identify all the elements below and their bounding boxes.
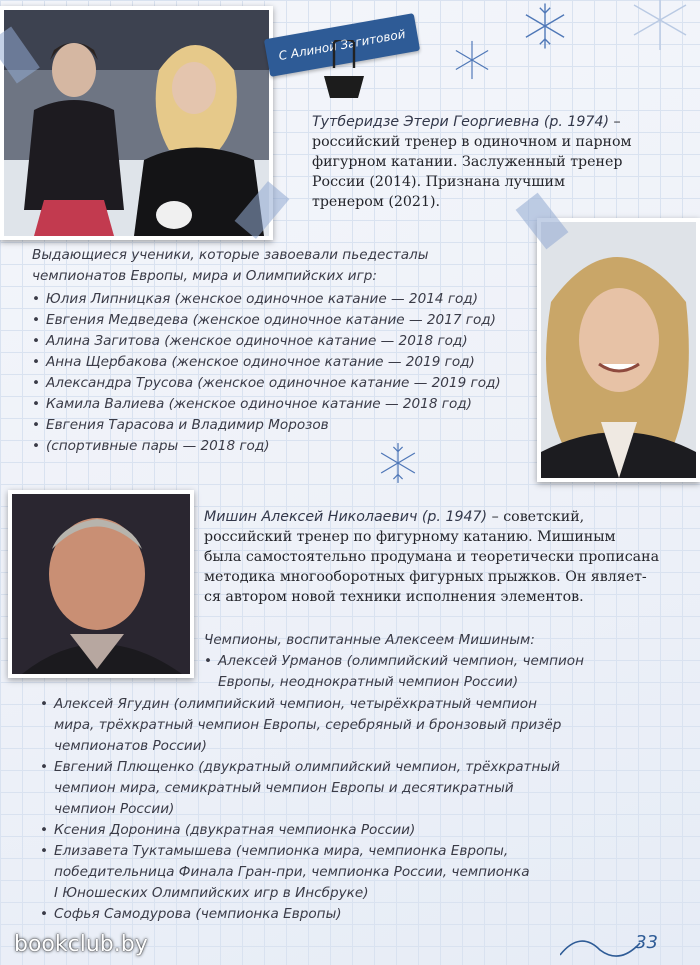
list-item-line: победительница Финала Гран-при, чемпионка России, чемпионка xyxy=(54,864,530,880)
mishin-bio-line: российский тренер по фигурному катанию. Мишиным xyxy=(204,529,616,545)
list-item-line: чемпионатов России) xyxy=(54,738,207,754)
page-number: 33 xyxy=(635,932,658,953)
mishin-bio-line: была самостоятельно продумана и теоретически прописана xyxy=(204,549,660,565)
list-item-line: I Юношеских Олимпийских игр в Инсбруке) xyxy=(54,885,369,901)
list-item: • Юлия Липницкая (женское одиночное катание — 2014 год) xyxy=(32,289,537,310)
list-item xyxy=(40,820,695,841)
list-item-line: • Алексей Урманов (олимпийский чемпион, чемпион xyxy=(218,653,585,669)
mishin-champions-heading: Чемпионы, воспитанные Алексеем Мишиным: xyxy=(204,632,535,648)
list-item xyxy=(40,757,695,820)
mishin-bio xyxy=(204,507,694,607)
list-item: • Александра Трусова (женское одиночное катание — 2019 год) xyxy=(32,373,537,394)
list-item xyxy=(40,694,695,757)
list-item-line: Европы, неоднократный чемпион России) xyxy=(218,674,519,690)
tutberidze-dash: – xyxy=(609,114,621,130)
mishin-champions-list xyxy=(204,651,694,693)
photo-zagitova-tutberidze xyxy=(0,6,273,240)
tutberidze-students-heading xyxy=(32,245,532,287)
list-item-line: • Елизавета Туктамышева (чемпионка мира, чемпионка Европы, xyxy=(54,843,509,859)
photo-image xyxy=(12,494,190,674)
list-item-line: • Ксения Доронина (двукратная чемпионка России) xyxy=(54,822,416,838)
photo-mishin xyxy=(8,490,194,678)
binder-clip-icon xyxy=(322,40,366,102)
wave-decoration xyxy=(560,925,700,965)
tutberidze-bio-line: тренером (2021). xyxy=(312,194,441,210)
list-item-line: мира, трёхкратный чемпион Европы, серебряный и бронзовый призёр xyxy=(54,717,562,733)
mishin-bio-line: ся автором новой техники исполнения элементов. xyxy=(204,589,584,605)
list-item: • Алина Загитова (женское одиночное катание — 2018 год) xyxy=(32,331,537,352)
mishin-bio-line: методика многооборотных фигурных прыжков. Он являет- xyxy=(204,569,647,585)
list-item-line: • Софья Самодурова (чемпионка Европы) xyxy=(54,906,342,922)
mishin-name: Мишин Алексей Николаевич (р. 1947) xyxy=(204,509,488,525)
list-item-line: • Алексей Ягудин (олимпийский чемпион, четырёхкратный чемпион xyxy=(54,696,538,712)
list-item: • Камила Валиева (женское одиночное катание — 2018 год) xyxy=(32,394,537,415)
photo-caption-text: С Алиной Загитовой xyxy=(277,26,407,64)
mishin-first-line-rest: – советский, xyxy=(487,509,585,525)
snowflake-icon xyxy=(450,38,494,82)
list-item: • Анна Щербакова (женское одиночное катание — 2019 год) xyxy=(32,352,537,373)
tutberidze-bio-line: фигурном катании. Заслуженный тренер xyxy=(312,154,623,170)
list-item: • Евгения Медведева (женское одиночное катание — 2017 год) xyxy=(32,310,537,331)
mishin-champions-list-continued xyxy=(40,694,695,925)
list-item-line: • Евгений Плющенко (двукратный олимпийский чемпион, трёхкратный xyxy=(54,759,560,775)
list-item-line: чемпион мира, семикратный чемпион Европы и десятикратный xyxy=(54,780,514,796)
list-item xyxy=(204,651,694,693)
list-item-line: чемпион России) xyxy=(54,801,175,817)
tutberidze-name: Тутберидзе Этери Георгиевна (р. 1974) xyxy=(312,114,610,130)
snowflake-icon xyxy=(515,0,575,52)
list-item xyxy=(40,841,695,904)
photo-image xyxy=(4,10,269,236)
watermark-logo: bookclub.by xyxy=(14,932,148,957)
tutberidze-students-list xyxy=(32,289,537,457)
list-item: • Евгения Тарасова и Владимир Морозов xyxy=(32,415,537,436)
snowflake-icon xyxy=(620,0,700,60)
photo-image xyxy=(541,222,696,478)
students-heading-line: Выдающиеся ученики, которые завоевали пьедесталы xyxy=(32,247,429,263)
list-item-continuation: • (спортивные пары — 2018 год) xyxy=(32,436,537,457)
photo-tutberidze-portrait xyxy=(537,218,700,482)
students-heading-line: чемпионатов Европы, мира и Олимпийских игр: xyxy=(32,268,377,284)
tutberidze-bio-line: России (2014). Признана лучшим xyxy=(312,174,566,190)
tutberidze-bio-line: российский тренер в одиночном и парном xyxy=(312,134,632,150)
tutberidze-bio xyxy=(312,112,692,212)
